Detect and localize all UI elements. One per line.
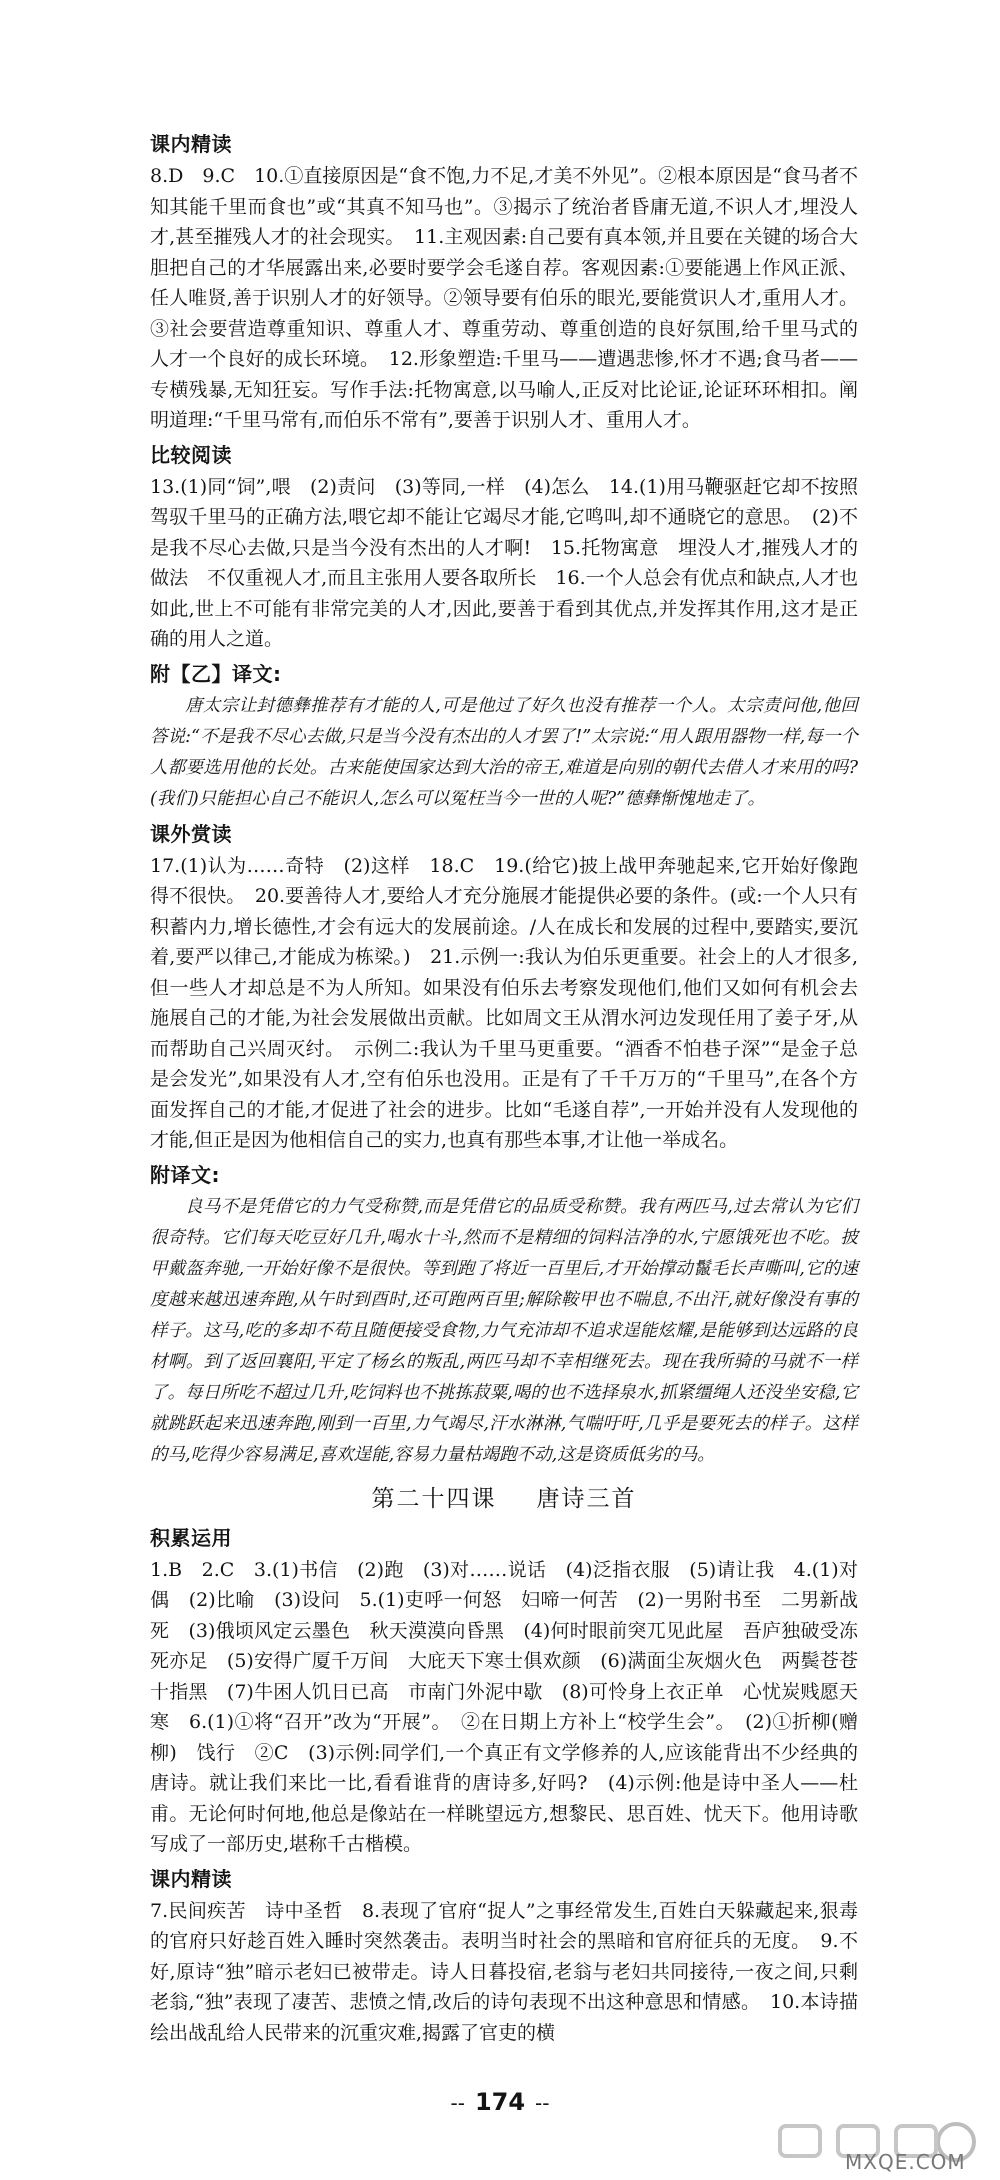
- section-heading: 积累运用: [150, 1525, 232, 1550]
- section-heading: 课内精读: [150, 132, 232, 156]
- section-heading: 课内精读: [150, 1866, 232, 1891]
- translation-paragraph: 唐太宗让封德彝推荐有才能的人,可是他过了好久也没有推荐一个人。太宗责问他,他回答说:“不是我不尽心去做,只是当今没有杰出的人才罢了!”太宗说:“用人跟用器物一样,每一个人都要选用他的长处。古来能使国家达到大治的帝王,难道是向别的朝代去借人才来用的吗?(我们)只能担心自己不能识人,怎么可以冤枉当今一世的人呢?”德彝惭愧地走了。: [150, 695, 858, 809]
- section-comparative-reading: [150, 440, 858, 655]
- page-number-dash: --: [450, 2091, 465, 2115]
- answer-paragraph: 1.B 2.C 3.(1)书信 (2)跑 (3)对……说话 (4)泛指衣服 (5)请让我 4.(1)对偶 (2)比喻 (3)设问 5.(1)吏呼一何怒 妇啼一何苦 (2)一男附书至 二男新战死 (3)俄顷风定云墨色 秋天漠漠向昏黑 (4)何时眼前突兀见此屋 吾庐独破受冻死亦足 (5)安得广厦千万间 大庇天下寒士俱欢颜 (6)满面尘灰烟火色 两鬓苍苍十指黑 (7)牛困人饥日已高 市南门外泥中歇 (8)可怜身上衣正单 心忧炭贱愿天寒 6.(1)①将“召开”改为“开展”。 ②在日期上方补上“校学生会”。 (2)①折柳(赠柳) 饯行 ②C (3)示例:同学们,一个真正有文学修养的人,应该能背出不少经典的唐诗。就让我们来比一比,看看谁背的唐诗多,好吗? (4)示例:他是诗中圣人——杜甫。无论何时何地,他总是像站在一样眺望远方,想黎民、思百姓、忧天下。他用诗歌写成了一部历史,堪称千古楷模。: [150, 1558, 858, 1855]
- lesson-title: [150, 1479, 858, 1519]
- answer-paragraph: 17.(1)认为……奇特 (2)这样 18.C 19.(给它)披上战甲奔驰起来,它开始好像跑得不很快。 20.要善待人才,要给人才充分施展才能提供必要的条件。(或:一个人只有积蓄内力,增长德性,才会有远大的发展前途。/人在成长和发展的过程中,要踏实,要沉着,要严以律己,才能成为栋梁。) 21.示例一:我认为伯乐更重要。社会上的人才很多,但一些人才却总是不为人所知。如果没有伯乐去考察发现他们,他们又如何有机会去施展自己的才能,为社会发展做出贡献。比如周文王从渭水河边发现任用了姜子牙,从而帮助自己兴周灭纣。 示例二:我认为千里马更重要。“酒香不怕巷子深”“是金子总是会发光”,如果没有人才,空有伯乐也没用。正是有了千千万万的“千里马”,在各个方面发挥自己的才能,才促进了社会的进步。比如“毛遂自荐”,一开始并没有人发现他的才能,但正是因为他相信自己的实力,也真有那些本事,才让他一举成名。: [150, 854, 858, 1151]
- translation-paragraph: 良马不是凭借它的力气受称赞,而是凭借它的品质受称赞。我有两匹马,过去常认为它们很奇特。它们每天吃豆好几升,喝水十斗,然而不是精细的饲料洁净的水,宁愿饿死也不吃。披甲戴盔奔驰,一开始好像不是很快。等到跑了将近一百里后,才开始撑动鬣毛长声嘶叫,它的速度越来越迅速奔跑,从午时到酉时,还可跑两百里;解除鞍甲也不喘息,不出汗,就好像没有事的样子。这马,吃的多却不苟且随便接受食物,力气充沛却不追求逞能炫耀,是能够到达远路的良材啊。到了返回襄阳,平定了杨幺的叛乱,两匹马却不幸相继死去。现在我所骑的马就不一样了。每日所吃不超过几升,吃饲料也不挑拣菽粟,喝的也不选择泉水,抓紧缰绳人还没坐安稳,它就跳跃起来迅速奔跑,刚到一百里,力气竭尽,汗水淋淋,气喘吁吁,几乎是要死去的样子。这样的马,吃得少容易满足,喜欢逞能,容易力量枯竭跑不动,这是资质低劣的马。: [150, 1196, 858, 1465]
- page-number-value: 174: [474, 2088, 526, 2116]
- lesson-name: 唐诗三首: [536, 1485, 637, 1512]
- page-number-dash: --: [535, 2091, 550, 2115]
- section-heading: 课外赏读: [150, 821, 232, 846]
- section-in-class-reading-2: [150, 1864, 858, 2049]
- section-accumulation: [150, 1523, 858, 1860]
- answer-content: [150, 125, 858, 2048]
- section-in-class-reading-1: [150, 129, 858, 436]
- answer-paragraph: 7.民间疾苦 诗中圣哲 8.表现了官府“捉人”之事经常发生,百姓白天躲藏起来,狠毒的官府只好趁百姓入睡时突然袭击。表明当时社会的黑暗和官府征兵的无度。 9.不好,原诗“独”暗示老妇已被带走。诗人日暮投宿,老翁与老妇共同接待,一夜之间,只剩老翁,“独”表现了凄苦、悲愤之情,改后的诗句表现不出这种意思和情感。 10.本诗描绘出战乱给人民带来的沉重灾难,揭露了官吏的横: [150, 1899, 858, 2044]
- lesson-number: 第二十四课: [371, 1485, 497, 1512]
- section-translation-yi: [150, 659, 858, 815]
- answer-paragraph: 13.(1)同“饲”,喂 (2)责问 (3)等同,一样 (4)怎么 14.(1)用马鞭驱赶它却不按照驾驭千里马的正确方法,喂它却不能让它竭尽才能,它鸣叫,却不通晓它的意思。 (2)不是我不尽心去做,只是当今没有杰出的人才啊! 15.托物寓意 埋没人才,摧残人才的做法 不仅重视人才,而且主张用人要各取所长 16.一个人总会有优点和缺点,人才也如此,世上不可能有非常完美的人才,因此,要善于看到其优点,并发挥其作用,这才是正确的用人之道。: [150, 475, 858, 650]
- answer-paragraph: 8.D 9.C 10.①直接原因是“食不饱,力不足,才美不外见”。②根本原因是“食马者不知其能千里而食也”或“其真不知马也”。③揭示了统治者昏庸无道,不识人才,埋没人才,甚至摧残人才的社会现实。 11.主观因素:自己要有真本领,并且要在关键的场合大胆把自己的才华展露出来,必要时要学会毛遂自荐。客观因素:①要能遇上作风正派、任人唯贤,善于识别人才的好领导。②领导要有伯乐的眼光,要能赏识人才,重用人才。③社会要营造尊重知识、尊重人才、尊重劳动、尊重创造的良好氛围,给千里马式的人才一个良好的成长环境。 12.形象塑造:千里马——遭遇悲惨,怀才不遇;食马者——专横残暴,无知狂妄。写作手法:托物寓意,以马喻人,正反对比论证,论证环环相扣。阐明道理:“千里马常有,而伯乐不常有”,要善于识别人才、重用人才。: [150, 165, 858, 431]
- section-heading: 附译文:: [150, 1162, 220, 1187]
- page-number: [0, 2088, 1000, 2116]
- section-heading: 比较阅读: [150, 442, 232, 467]
- section-translation: [150, 1160, 858, 1471]
- watermark-text: MXQE.COM: [845, 2150, 966, 2174]
- section-heading: 附【乙】译文:: [150, 661, 282, 686]
- section-extracurricular-reading: [150, 819, 858, 1156]
